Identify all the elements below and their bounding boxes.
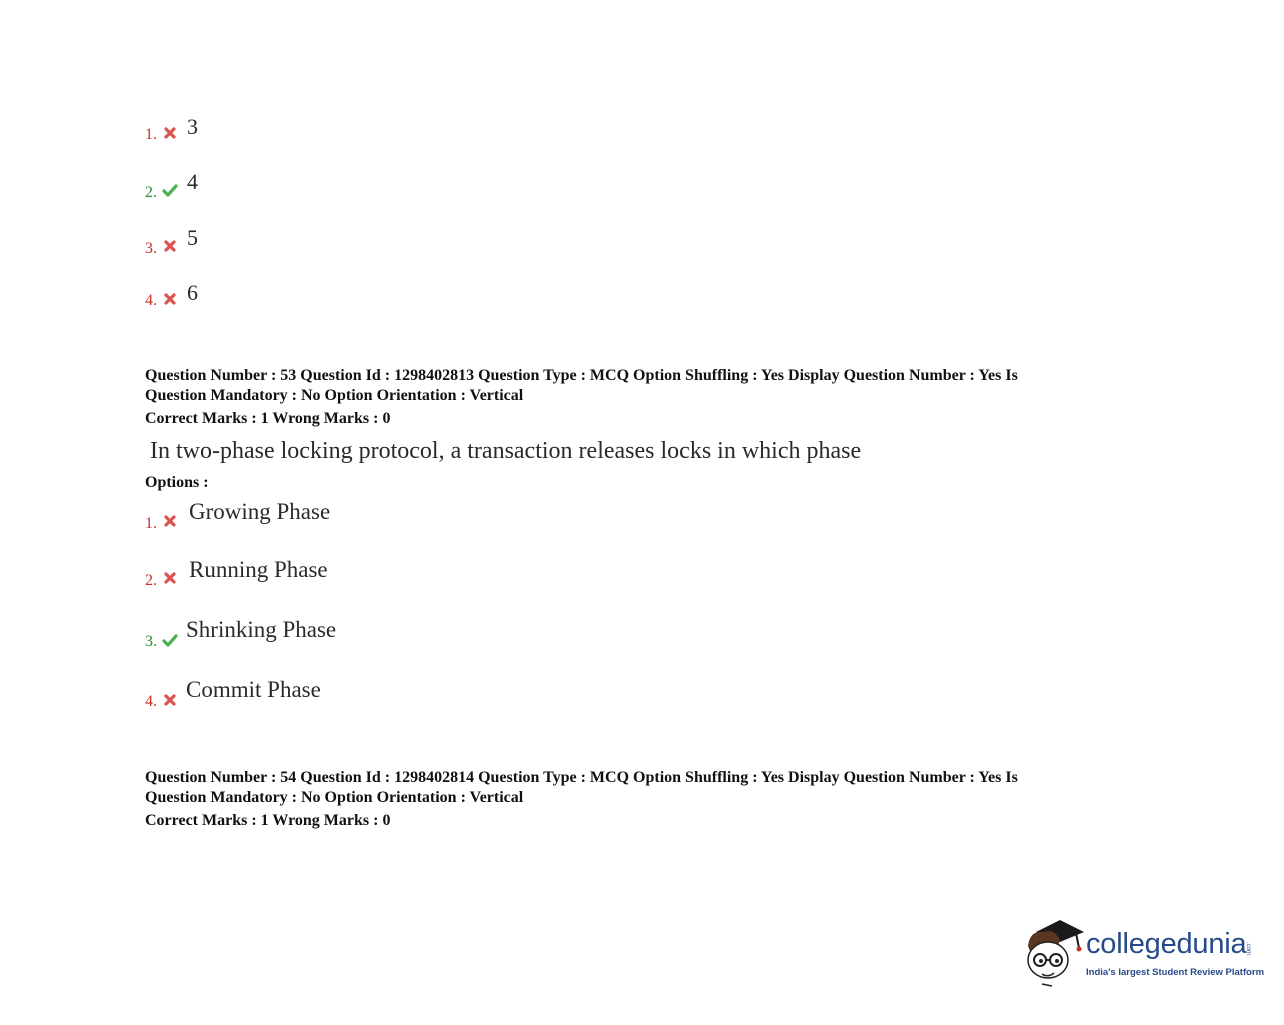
cross-icon <box>162 125 178 141</box>
option-number: 3. <box>145 633 157 650</box>
question-54-meta <box>145 768 1105 831</box>
logo-tagline: India's largest Student Review Platform <box>1086 967 1265 978</box>
option-text: Commit Phase <box>186 677 321 702</box>
question-meta-line-2: Question Mandatory : No Option Orientation : Vertical <box>145 387 524 404</box>
question-text: In two-phase locking protocol, a transaction releases locks in which phase <box>150 438 862 464</box>
logo-domain-suffix: .com <box>1245 942 1251 956</box>
checkmark-icon <box>162 632 178 648</box>
cross-icon <box>162 692 178 708</box>
option-text: Shrinking Phase <box>186 617 337 642</box>
option-text: 5 <box>187 225 198 250</box>
cross-icon <box>162 513 178 529</box>
option-number: 4. <box>145 292 157 309</box>
options-label: Options : <box>145 474 209 491</box>
option-text: 4 <box>187 169 198 194</box>
question-meta-line-2: Question Mandatory : No Option Orientation : Vertical <box>145 789 524 806</box>
option-number: 1. <box>145 126 157 143</box>
option-number: 4. <box>145 693 157 710</box>
cross-icon <box>162 291 178 307</box>
cross-icon <box>162 570 178 586</box>
collegedunia-logo <box>1024 918 1264 990</box>
option-text: Growing Phase <box>189 499 331 524</box>
question-marks: Correct Marks : 1 Wrong Marks : 0 <box>145 812 391 829</box>
logo-wordmark: collegedunia <box>1086 928 1247 960</box>
option-text: 6 <box>187 280 198 305</box>
checkmark-icon <box>162 182 178 198</box>
option-number: 2. <box>145 184 157 201</box>
question-53-meta <box>145 366 1105 429</box>
cross-icon <box>162 238 178 254</box>
question-meta-line-1: Question Number : 54 Question Id : 1298402814 Question Type : MCQ Option Shuffling : Yes Display Question Number : Yes Is <box>145 769 1018 786</box>
option-text: Running Phase <box>189 557 328 582</box>
option-number: 1. <box>145 515 157 532</box>
question-marks: Correct Marks : 1 Wrong Marks : 0 <box>145 410 391 427</box>
option-text: 3 <box>187 114 198 139</box>
option-number: 2. <box>145 572 157 589</box>
question-meta-line-1: Question Number : 53 Question Id : 1298402813 Question Type : MCQ Option Shuffling : Yes Display Question Number : Yes Is <box>145 367 1018 384</box>
mascot-icon <box>1024 918 1086 990</box>
option-number: 3. <box>145 240 157 257</box>
